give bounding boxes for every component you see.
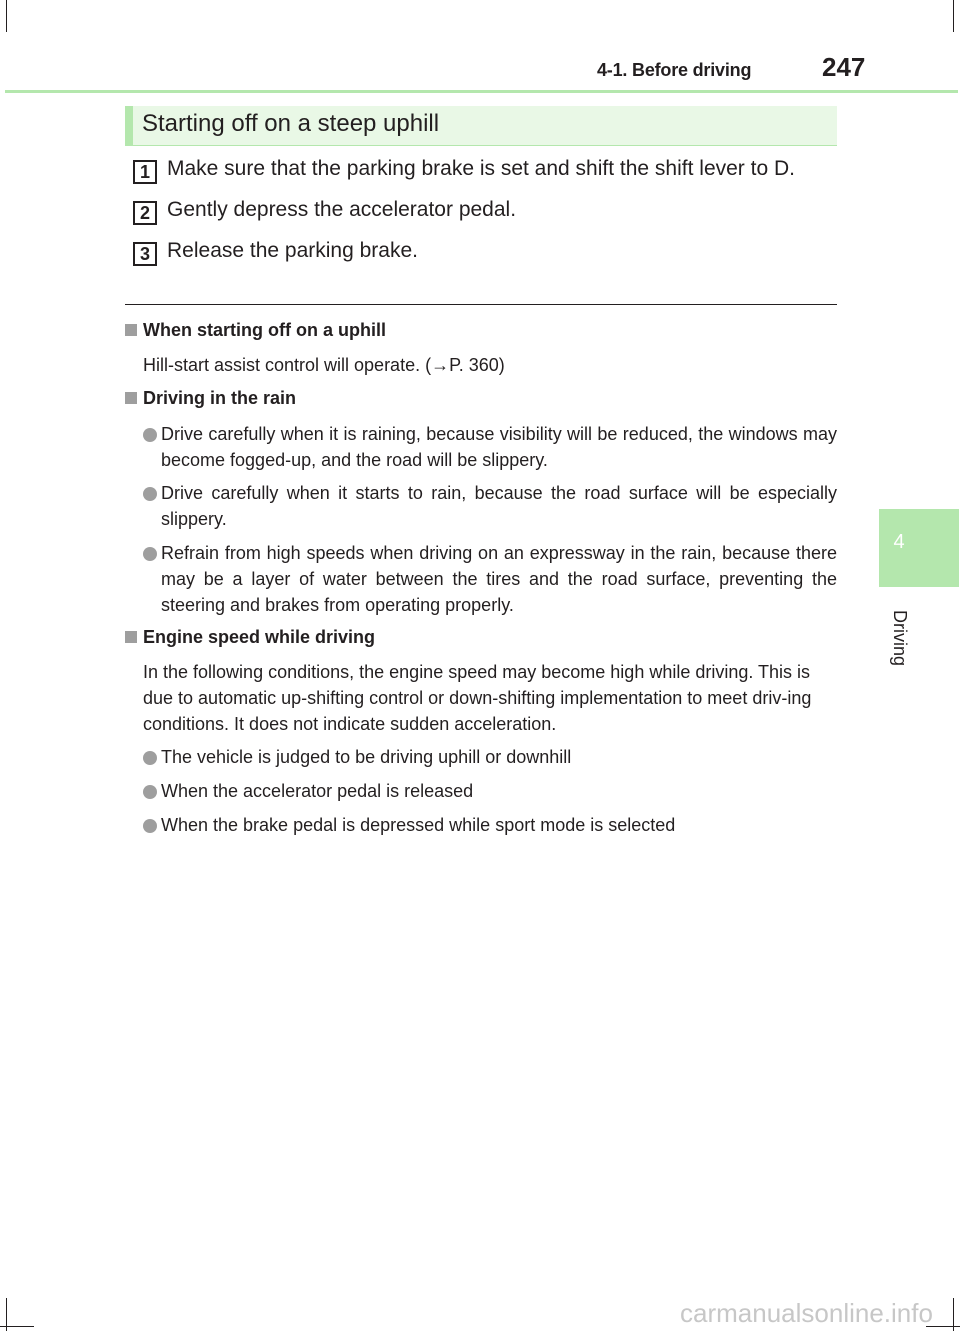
gray-square-icon xyxy=(125,392,137,404)
watermark: carmanualsonline.info xyxy=(680,1298,933,1328)
running-header-section: 4-1. Before driving xyxy=(597,60,752,80)
header-rule xyxy=(5,90,958,93)
bullet-item xyxy=(143,744,837,770)
chapter-number: 4 xyxy=(893,531,905,553)
bullet-text: When the brake pedal is depressed while sport mode is selected xyxy=(161,815,676,835)
step-number: 2 xyxy=(133,201,157,225)
note-heading-rain xyxy=(125,388,296,409)
chapter-label: Driving xyxy=(890,609,910,666)
step-text: Gently depress the accelerator pedal. xyxy=(167,198,517,221)
crop-mark xyxy=(6,1298,7,1331)
bullet-item xyxy=(143,480,837,532)
bullet-item xyxy=(143,421,837,473)
note-heading-uphill xyxy=(125,320,386,341)
gray-circle-icon xyxy=(143,547,157,561)
step-number: 3 xyxy=(133,242,157,266)
step-text: Make sure that the parking brake is set and shift the shift lever to D. xyxy=(167,157,795,180)
bullet-text: Drive carefully when it is raining, because visibility will be reduced, the windows may become fogged-up, and the road will be slippery. xyxy=(161,424,837,470)
bullet-text: When the accelerator pedal is released xyxy=(161,781,474,801)
bullet-item xyxy=(143,812,837,838)
bullet-item xyxy=(143,778,837,804)
note-heading-text: Engine speed while driving xyxy=(143,627,376,647)
note-paragraph: In the following conditions, the engine speed may become high while driving. This is due to automatic up-shifting control or down-shifting implementation to meet driv-ing conditions. It does not indicate sudden acceleration. xyxy=(143,662,812,734)
gray-circle-icon xyxy=(143,428,157,442)
crop-mark xyxy=(953,0,954,32)
step-number: 1 xyxy=(133,160,157,184)
note-heading-text: When starting off on a uphill xyxy=(143,320,386,340)
gray-circle-icon xyxy=(143,751,157,765)
step-text: Release the parking brake. xyxy=(167,239,418,262)
note-heading-text: Driving in the rain xyxy=(143,388,297,408)
gray-square-icon xyxy=(125,324,137,336)
bullet-text: Refrain from high speeds when driving on an expressway in the rain, because there may be a layer of water between the tires and the road surface, preventing the steering and brakes from operating properly. xyxy=(161,543,837,615)
gray-circle-icon xyxy=(143,819,157,833)
crop-mark xyxy=(6,0,7,32)
page-number: 247 xyxy=(822,52,866,82)
gray-square-icon xyxy=(125,631,137,643)
note-heading-engine-speed xyxy=(125,627,375,648)
section-title-box xyxy=(125,106,837,146)
section-title: Starting off on a steep uphill xyxy=(142,110,440,137)
gray-circle-icon xyxy=(143,487,157,501)
gray-circle-icon xyxy=(143,785,157,799)
bullet-item xyxy=(143,540,837,618)
bullet-text: Drive carefully when it starts to rain, because the road surface will be especially slippery. xyxy=(161,483,837,529)
chapter-tab xyxy=(879,509,959,587)
note-paragraph: Hill-start assist control will operate. (→P. 360) xyxy=(143,355,505,375)
section-divider xyxy=(125,304,837,305)
bullet-text: The vehicle is judged to be driving uphill or downhill xyxy=(161,747,572,767)
